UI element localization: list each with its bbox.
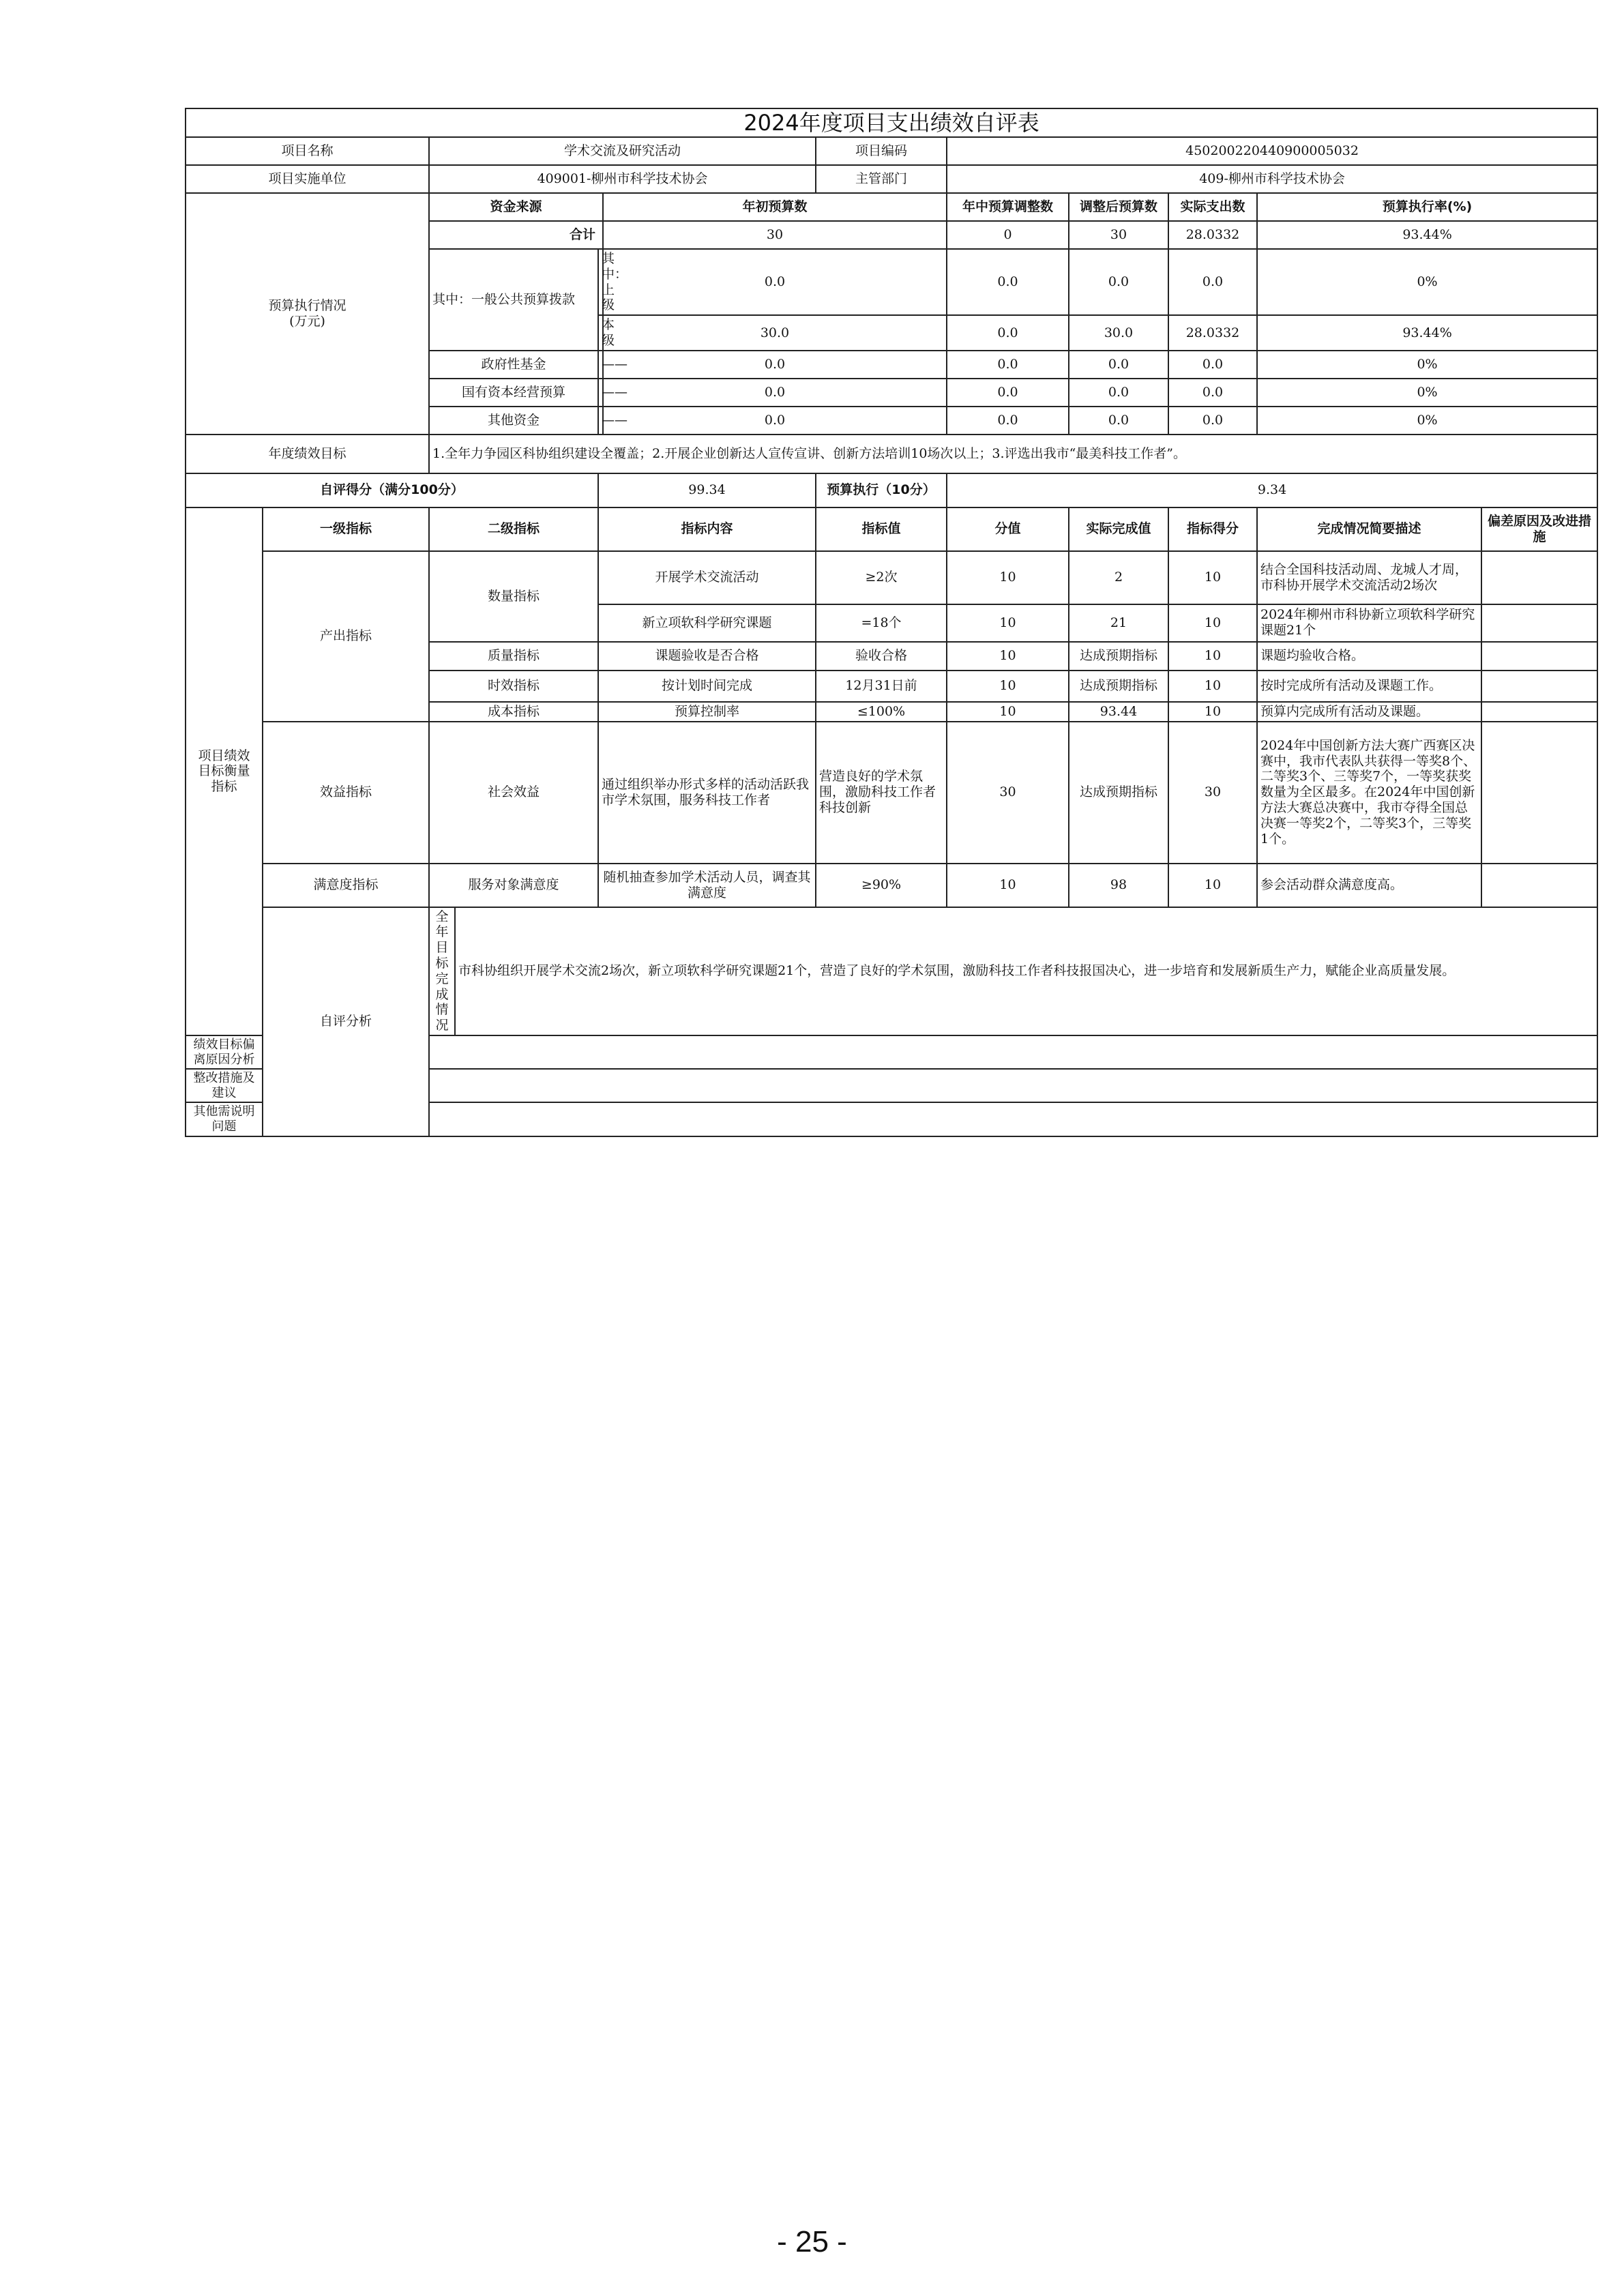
indicator-content: 开展学术交流活动 (598, 551, 816, 604)
annual-goal-label: 年度绩效目标 (186, 435, 429, 473)
indicator-score: 10 (1168, 671, 1257, 702)
indicator-score: 10 (1168, 702, 1257, 722)
indicator-points: 10 (947, 551, 1069, 604)
indicator-deviation (1481, 722, 1597, 864)
gov-fund-label: 政府性基金 (429, 351, 598, 379)
page-number: - 25 - (777, 2225, 847, 2258)
indicator-summary: 2024年中国创新方法大赛广西赛区决赛中，我市代表队共获得一等奖8个、二等奖3个、三等奖7个，一等奖获奖数量为全区最多。在2024年中国创新方法大赛总决赛中，我市夺得全国总决赛一等奖2个，二等奖3个，三等奖1个。 (1257, 722, 1481, 864)
analysis-section-label: 自评分析 (263, 907, 429, 1136)
gov-fund-adjust: 0.0 (947, 351, 1069, 379)
upper-initial: 0.0 (603, 249, 947, 315)
header-target: 指标值 (816, 507, 947, 551)
state-capital-rate: 0% (1257, 379, 1597, 407)
state-capital-actual: 0.0 (1168, 379, 1257, 407)
evaluation-sheet (185, 108, 1597, 1137)
state-capital-adjusted: 0.0 (1069, 379, 1168, 407)
other-fund-rate: 0% (1257, 407, 1597, 435)
budget-section-label: 预算执行情况 (万元) (186, 193, 429, 435)
indicator-content: 课题验收是否合格 (598, 642, 816, 671)
indicator-score: 10 (1168, 864, 1257, 907)
supervising-dept-value: 409-柳州市科学技术协会 (947, 165, 1597, 193)
header-mid-year-adjust: 年中预算调整数 (947, 193, 1069, 221)
header-actual-expense: 实际支出数 (1168, 193, 1257, 221)
indicator-deviation (1481, 864, 1597, 907)
header-points: 分值 (947, 507, 1069, 551)
gov-fund-rate: 0% (1257, 351, 1597, 379)
indicator-deviation (1481, 604, 1597, 642)
header-initial-budget: 年初预算数 (603, 193, 947, 221)
indicator-content: 按计划时间完成 (598, 671, 816, 702)
indicator-target: =18个 (816, 604, 947, 642)
table-row (186, 864, 1597, 907)
table-title: 2024年度项目支出绩效自评表 (186, 108, 1597, 137)
indicator-level2: 质量指标 (429, 642, 598, 671)
other-fund-adjust: 0.0 (947, 407, 1069, 435)
upper-actual: 0.0 (1168, 249, 1257, 315)
other-fund-label: 其他资金 (429, 407, 598, 435)
annual-goal-text: 1.全年力争园区科协组织建设全覆盖；2.开展企业创新达人宣传宣讲、创新方法培训10场次以上；3.评选出我市“最美科技工作者”。 (429, 435, 1597, 473)
indicator-deviation (1481, 551, 1597, 604)
implementing-unit-value: 409001-柳州市科学技术协会 (429, 165, 816, 193)
state-capital-initial: 0.0 (603, 379, 947, 407)
header-summary: 完成情况简要描述 (1257, 507, 1481, 551)
indicator-deviation (1481, 642, 1597, 671)
indicator-summary: 预算内完成所有活动及课题。 (1257, 702, 1481, 722)
total-label: 合计 (429, 221, 603, 249)
local-label: 本级 (598, 315, 603, 351)
quantity-indicator-label: 数量指标 (429, 551, 598, 642)
rectify-label: 整改措施及建议 (186, 1069, 263, 1102)
indicator-level2: 成本指标 (429, 702, 598, 722)
indicator-target: 12月31日前 (816, 671, 947, 702)
state-capital-adjust: 0.0 (947, 379, 1069, 407)
indicator-target: 营造良好的学术氛围，激励科技工作者科技创新 (816, 722, 947, 864)
gov-fund-initial: 0.0 (603, 351, 947, 379)
other-issues-text (429, 1102, 1597, 1136)
indicator-score: 30 (1168, 722, 1257, 864)
header-actual: 实际完成值 (1069, 507, 1168, 551)
indicator-target: 验收合格 (816, 642, 947, 671)
table-row (186, 551, 1597, 604)
indicator-summary: 参会活动群众满意度高。 (1257, 864, 1481, 907)
header-level2: 二级指标 (429, 507, 598, 551)
implementing-unit-label: 项目实施单位 (186, 165, 429, 193)
indicator-actual: 达成预期指标 (1069, 642, 1168, 671)
indicator-target: ≤100% (816, 702, 947, 722)
table-row (186, 722, 1597, 864)
indicator-actual: 达成预期指标 (1069, 671, 1168, 702)
indicator-target: ≥2次 (816, 551, 947, 604)
header-deviation: 偏差原因及改进措施 (1481, 507, 1597, 551)
self-score-label: 自评得分（满分100分） (186, 473, 598, 507)
header-content: 指标内容 (598, 507, 816, 551)
indicator-points: 10 (947, 702, 1069, 722)
total-rate: 93.44% (1257, 221, 1597, 249)
indicator-summary: 按时完成所有活动及课题工作。 (1257, 671, 1481, 702)
upper-rate: 0% (1257, 249, 1597, 315)
gov-fund-adjusted: 0.0 (1069, 351, 1168, 379)
upper-label: 其中：上级 (598, 249, 603, 315)
total-initial: 30 (603, 221, 947, 249)
indicator-content: 预算控制率 (598, 702, 816, 722)
budget-exec-label: 预算执行（10分） (816, 473, 947, 507)
indicator-score: 10 (1168, 551, 1257, 604)
other-issues-label: 其他需说明问题 (186, 1102, 263, 1136)
deviation-analysis-text (429, 1035, 1597, 1069)
indicator-actual: 98 (1069, 864, 1168, 907)
indicator-summary: 2024年柳州市科协新立项软科学研究课题21个 (1257, 604, 1481, 642)
state-capital-dash: —— (598, 379, 603, 407)
indicator-content: 随机抽查参加学术活动人员，调查其满意度 (598, 864, 816, 907)
local-initial: 30.0 (603, 315, 947, 351)
local-actual: 28.0332 (1168, 315, 1257, 351)
indicator-score: 10 (1168, 604, 1257, 642)
other-fund-initial: 0.0 (603, 407, 947, 435)
benefit-indicator-label: 效益指标 (263, 722, 429, 864)
state-capital-label: 国有资本经营预算 (429, 379, 598, 407)
indicator-content: 通过组织举办形式多样的活动活跃我市学术氛围，服务科技工作者 (598, 722, 816, 864)
indicator-actual: 2 (1069, 551, 1168, 604)
indicator-level2: 时效指标 (429, 671, 598, 702)
other-fund-adjusted: 0.0 (1069, 407, 1168, 435)
indicator-score: 10 (1168, 642, 1257, 671)
gov-fund-actual: 0.0 (1168, 351, 1257, 379)
satisfaction-indicator-label: 满意度指标 (263, 864, 429, 907)
gov-fund-dash: —— (598, 351, 603, 379)
indicator-summary: 课题均验收合格。 (1257, 642, 1481, 671)
deviation-analysis-label: 绩效目标偏离原因分析 (186, 1035, 263, 1069)
project-name-label: 项目名称 (186, 137, 429, 165)
total-actual: 28.0332 (1168, 221, 1257, 249)
indicator-deviation (1481, 702, 1597, 722)
self-score-value: 99.34 (598, 473, 816, 507)
indicator-points: 10 (947, 671, 1069, 702)
indicator-points: 10 (947, 604, 1069, 642)
supervising-dept-label: 主管部门 (816, 165, 947, 193)
header-level1: 一级指标 (263, 507, 429, 551)
indicator-actual: 21 (1069, 604, 1168, 642)
other-fund-actual: 0.0 (1168, 407, 1257, 435)
project-code-value: 450200220440900005032 (947, 137, 1597, 165)
budget-exec-value: 9.34 (947, 473, 1597, 507)
completion-text: 市科协组织开展学术交流2场次，新立项软科学研究课题21个，营造了良好的学术氛围，激励科技工作者科技报国决心，进一步培育和发展新质生产力，赋能企业高质量发展。 (455, 907, 1597, 1035)
indicator-content: 新立项软科学研究课题 (598, 604, 816, 642)
indicator-level2: 社会效益 (429, 722, 598, 864)
indicator-target: ≥90% (816, 864, 947, 907)
total-adjust: 0 (947, 221, 1069, 249)
indicator-summary: 结合全国科技活动周、龙城人才周，市科协开展学术交流活动2场次 (1257, 551, 1481, 604)
project-name-value: 学术交流及研究活动 (429, 137, 816, 165)
indicator-actual: 93.44 (1069, 702, 1168, 722)
indicator-level2: 服务对象满意度 (429, 864, 598, 907)
self-evaluation-table (185, 108, 1598, 1137)
indicator-actual: 达成预期指标 (1069, 722, 1168, 864)
other-fund-dash: —— (598, 407, 603, 435)
total-adjusted: 30 (1069, 221, 1168, 249)
header-execution-rate: 预算执行率(%) (1257, 193, 1597, 221)
indicator-points: 10 (947, 642, 1069, 671)
general-budget-label: 其中：一般公共预算拨款 (429, 249, 598, 351)
header-adjusted-budget: 调整后预算数 (1069, 193, 1168, 221)
completion-label: 全年目标完成情况 (429, 907, 455, 1035)
project-code-label: 项目编码 (816, 137, 947, 165)
upper-adjusted: 0.0 (1069, 249, 1168, 315)
upper-adjust: 0.0 (947, 249, 1069, 315)
output-indicator-label: 产出指标 (263, 551, 429, 722)
local-adjusted: 30.0 (1069, 315, 1168, 351)
indicator-points: 30 (947, 722, 1069, 864)
local-rate: 93.44% (1257, 315, 1597, 351)
indicators-section-label: 项目绩效 目标衡量 指标 (186, 507, 263, 1035)
indicator-points: 10 (947, 864, 1069, 907)
header-score: 指标得分 (1168, 507, 1257, 551)
local-adjust: 0.0 (947, 315, 1069, 351)
header-fund-source: 资金来源 (429, 193, 603, 221)
indicator-deviation (1481, 671, 1597, 702)
rectify-text (429, 1069, 1597, 1102)
